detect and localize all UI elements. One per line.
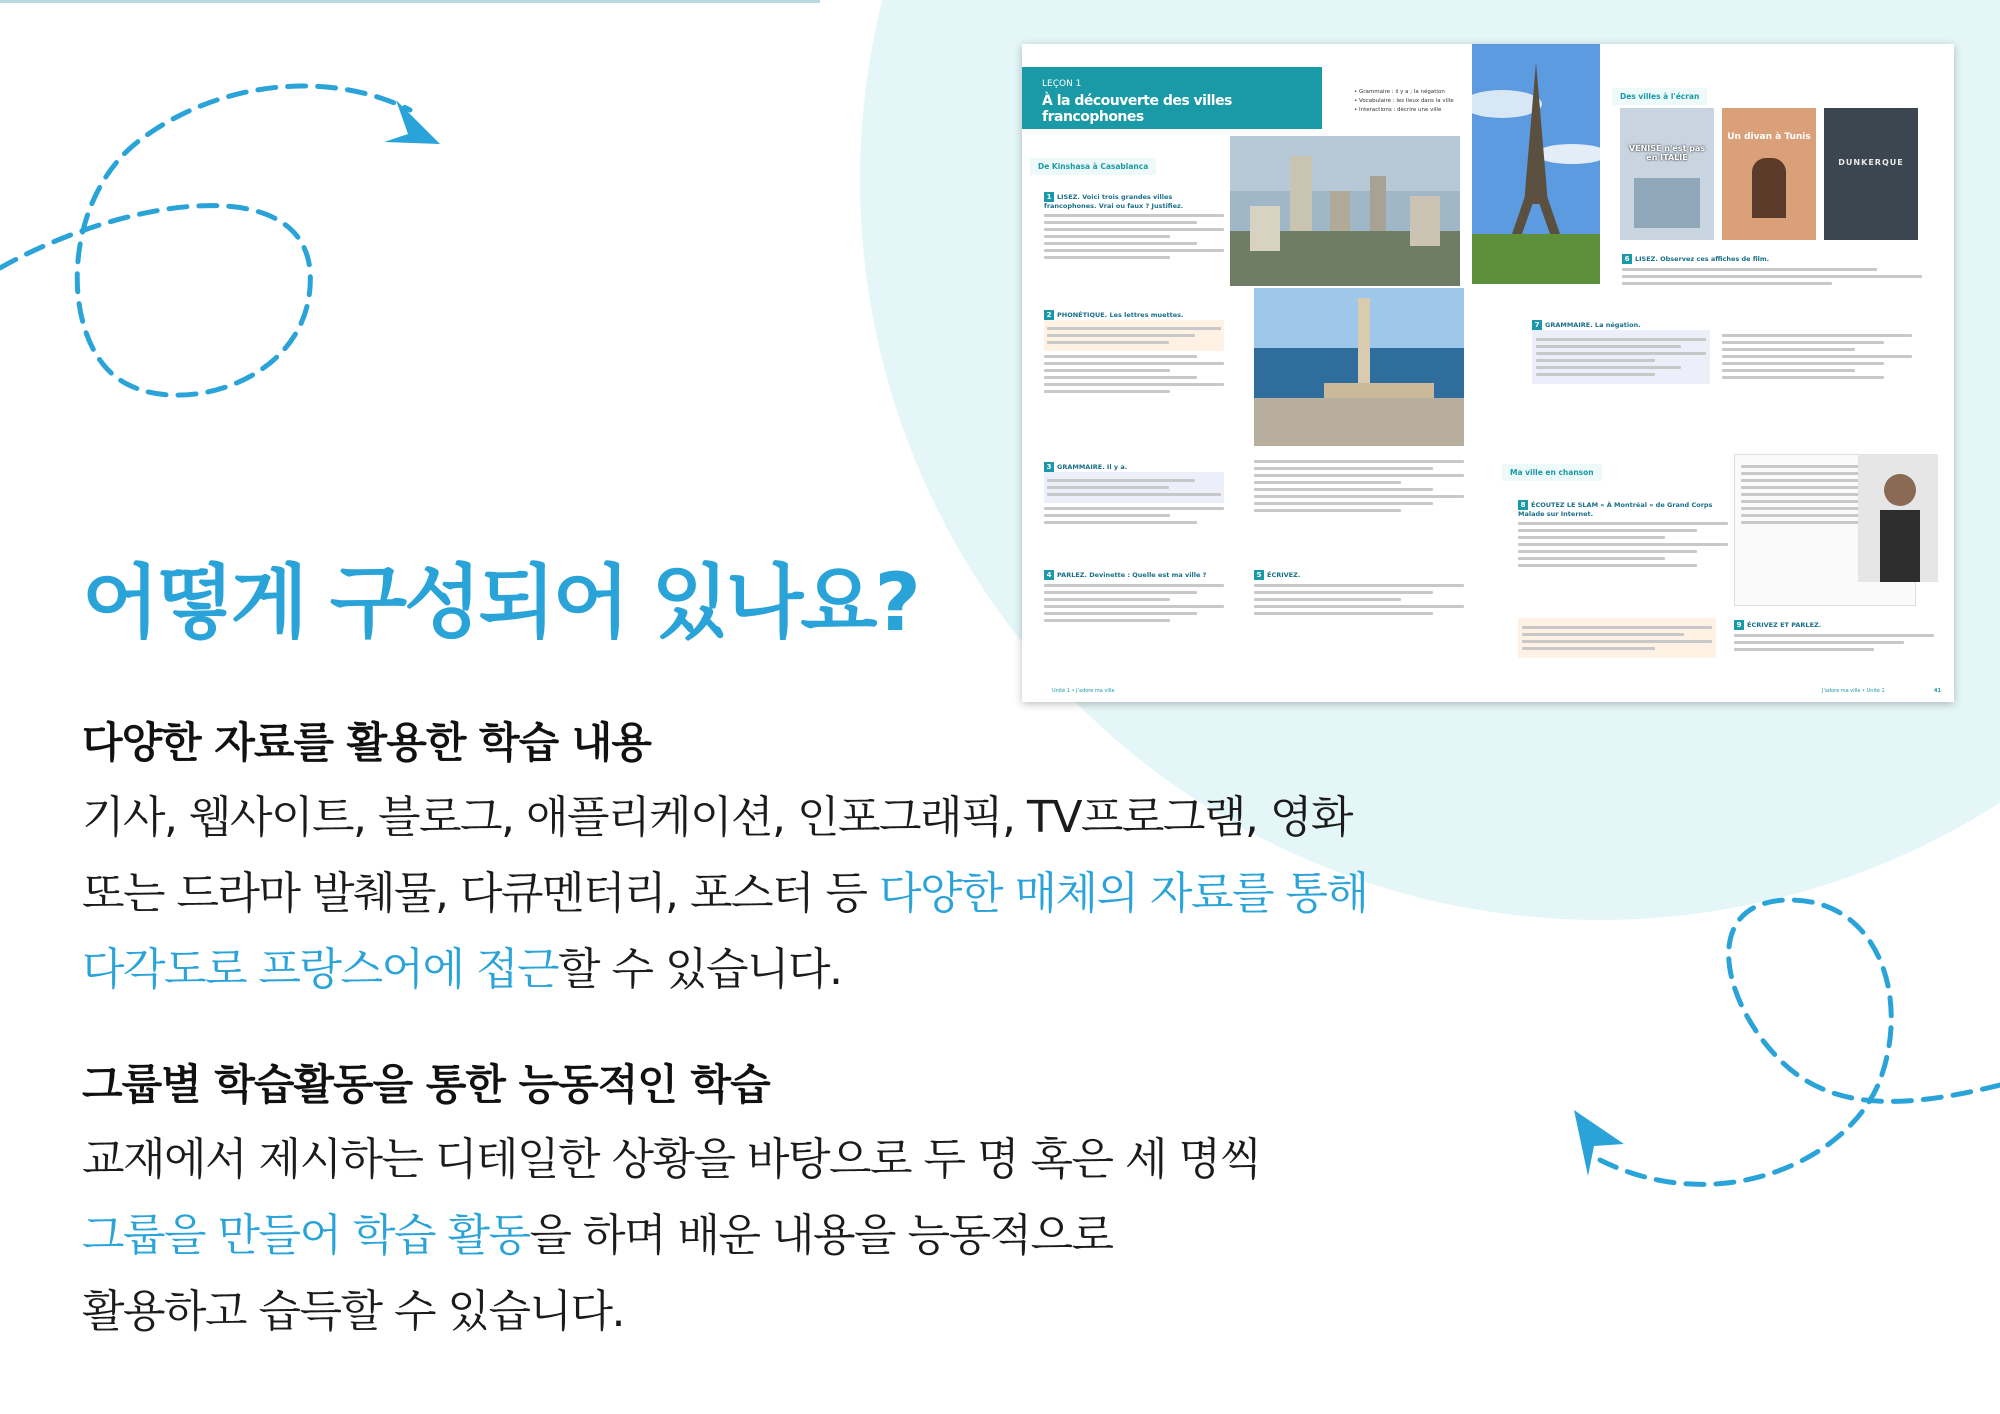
lesson-banner — [1022, 67, 1322, 129]
exercise-3: 3 GRAMMAIRE. Il y a. — [1044, 462, 1224, 528]
poster-title: DUNKERQUE — [1838, 158, 1904, 167]
objective-item: • Vocabulaire : les lieux dans la ville — [1354, 98, 1454, 104]
exercise-7: 7 GRAMMAIRE. La négation. — [1532, 320, 1922, 384]
exercise-5-title: ÉCRIVEZ. — [1267, 571, 1301, 579]
exercise-6: 6 LISEZ. Observez ces affiches de film. — [1622, 254, 1922, 289]
exercise-2-title: PHONÉTIQUE. Les lettres muettes. — [1057, 311, 1184, 319]
section-2-title: 그룹별 학습활동을 통한 능동적인 학습 — [82, 1060, 770, 1109]
section-2-line-2-highlight: 그룹을 만들어 학습 활동 — [82, 1210, 530, 1261]
film-poster-dunkerque — [1824, 108, 1918, 240]
section-2-body — [82, 1122, 1260, 1350]
section-tag-left: De Kinshasa à Casablanca — [1030, 158, 1156, 175]
section-2-line-1: 교재에서 제시하는 디테일한 상황을 바탕으로 두 명 혹은 세 명씩 — [82, 1134, 1261, 1185]
slam-info-box — [1518, 618, 1716, 658]
exercise-3-title: GRAMMAIRE. Il y a. — [1057, 463, 1128, 471]
lesson-number: LEÇON 1 — [1042, 79, 1082, 89]
footer-left: Unité 1 • J'adore ma ville — [1052, 688, 1115, 694]
page-heading: 어떻게 구성되어 있나요? — [82, 556, 918, 649]
footer-right: J'adore ma ville • Unité 1 — [1822, 688, 1885, 694]
section-2-line-2-text: 을 하며 배운 내용을 능동적으로 — [529, 1210, 1113, 1261]
exercise-8: 8 ÉCOUTEZ LE SLAM « À Montréal » de Grand Corps Malade sur Internet. — [1518, 500, 1728, 571]
exercise-5: 5 ÉCRIVEZ. — [1254, 570, 1464, 619]
exercise-4-title: PARLEZ. Devinette : Quelle est ma ville ? — [1057, 571, 1207, 579]
section-1-title: 다양한 자료를 활용한 학습 내용 — [82, 718, 651, 767]
exercise-9-title: ÉCRIVEZ ET PARLEZ. — [1747, 621, 1822, 629]
section-1-line-3 — [82, 932, 1367, 1008]
exercise-7-title: GRAMMAIRE. La négation. — [1545, 321, 1641, 329]
kinshasa-photo — [1230, 136, 1460, 286]
section-1-line-3-highlight: 다각도로 프랑스어에 접근 — [82, 944, 559, 995]
exercise-1: 1 LISEZ. Voici trois grandes villes francophones. Vrai ou faux ? Justifiez. — [1044, 192, 1224, 263]
section-2-line-2 — [82, 1198, 1260, 1274]
exercise-6-title: LISEZ. Observez ces affiches de film. — [1635, 255, 1770, 263]
eiffel-tower-photo — [1472, 44, 1600, 284]
exercise-4: 4 PARLEZ. Devinette : Quelle est ma ville ? — [1044, 570, 1224, 626]
section-1-line-1: 기사, 웹사이트, 블로그, 애플리케이션, 인포그래픽, TV프로그램, 영화 — [82, 792, 1352, 843]
poster-title: VENISE n'est pas en ITALIE — [1628, 144, 1706, 162]
section-1-line-3-text: 할 수 있습니다. — [558, 944, 842, 995]
section-1-line-2 — [82, 856, 1367, 932]
lesson-title: À la découverte des villes francophones — [1042, 93, 1232, 125]
section-1-body — [82, 780, 1367, 1008]
objective-item: • Grammaire : il y a ; la négation — [1354, 89, 1445, 95]
photo-captions — [1254, 456, 1464, 516]
arrowhead-icon — [384, 100, 440, 144]
section-2-line-3: 활용하고 습득할 수 있습니다. — [82, 1286, 624, 1337]
section-tag-films: Des villes à l'écran — [1612, 88, 1707, 105]
section-1-line-2-highlight: 다양한 매체의 자료를 통해 — [878, 868, 1368, 919]
exercise-1-title: LISEZ. Voici trois grandes villes francophones. Vrai ou faux ? Justifiez. — [1044, 193, 1184, 210]
casablanca-photo — [1254, 288, 1464, 446]
exercise-9: 9 ÉCRIVEZ ET PARLEZ. — [1734, 620, 1934, 655]
page-number: 41 — [1934, 688, 1941, 694]
section-1-line-2-text: 또는 드라마 발췌물, 다큐멘터리, 포스터 등 — [82, 868, 879, 919]
film-poster-venise — [1620, 108, 1714, 240]
poster-title: Un divan à Tunis — [1727, 132, 1811, 142]
exercise-8-title: ÉCOUTEZ LE SLAM « À Montréal » de Grand Corps Malade sur Internet. — [1518, 501, 1713, 518]
singer-photo — [1858, 454, 1938, 582]
section-tag-song: Ma ville en chanson — [1502, 464, 1602, 481]
textbook-spread — [1022, 44, 1954, 702]
objective-item: • Interactions : décrire une ville — [1354, 107, 1442, 113]
exercise-2: 2 PHONÉTIQUE. Les lettres muettes. — [1044, 310, 1224, 397]
film-poster-divan — [1722, 108, 1816, 240]
